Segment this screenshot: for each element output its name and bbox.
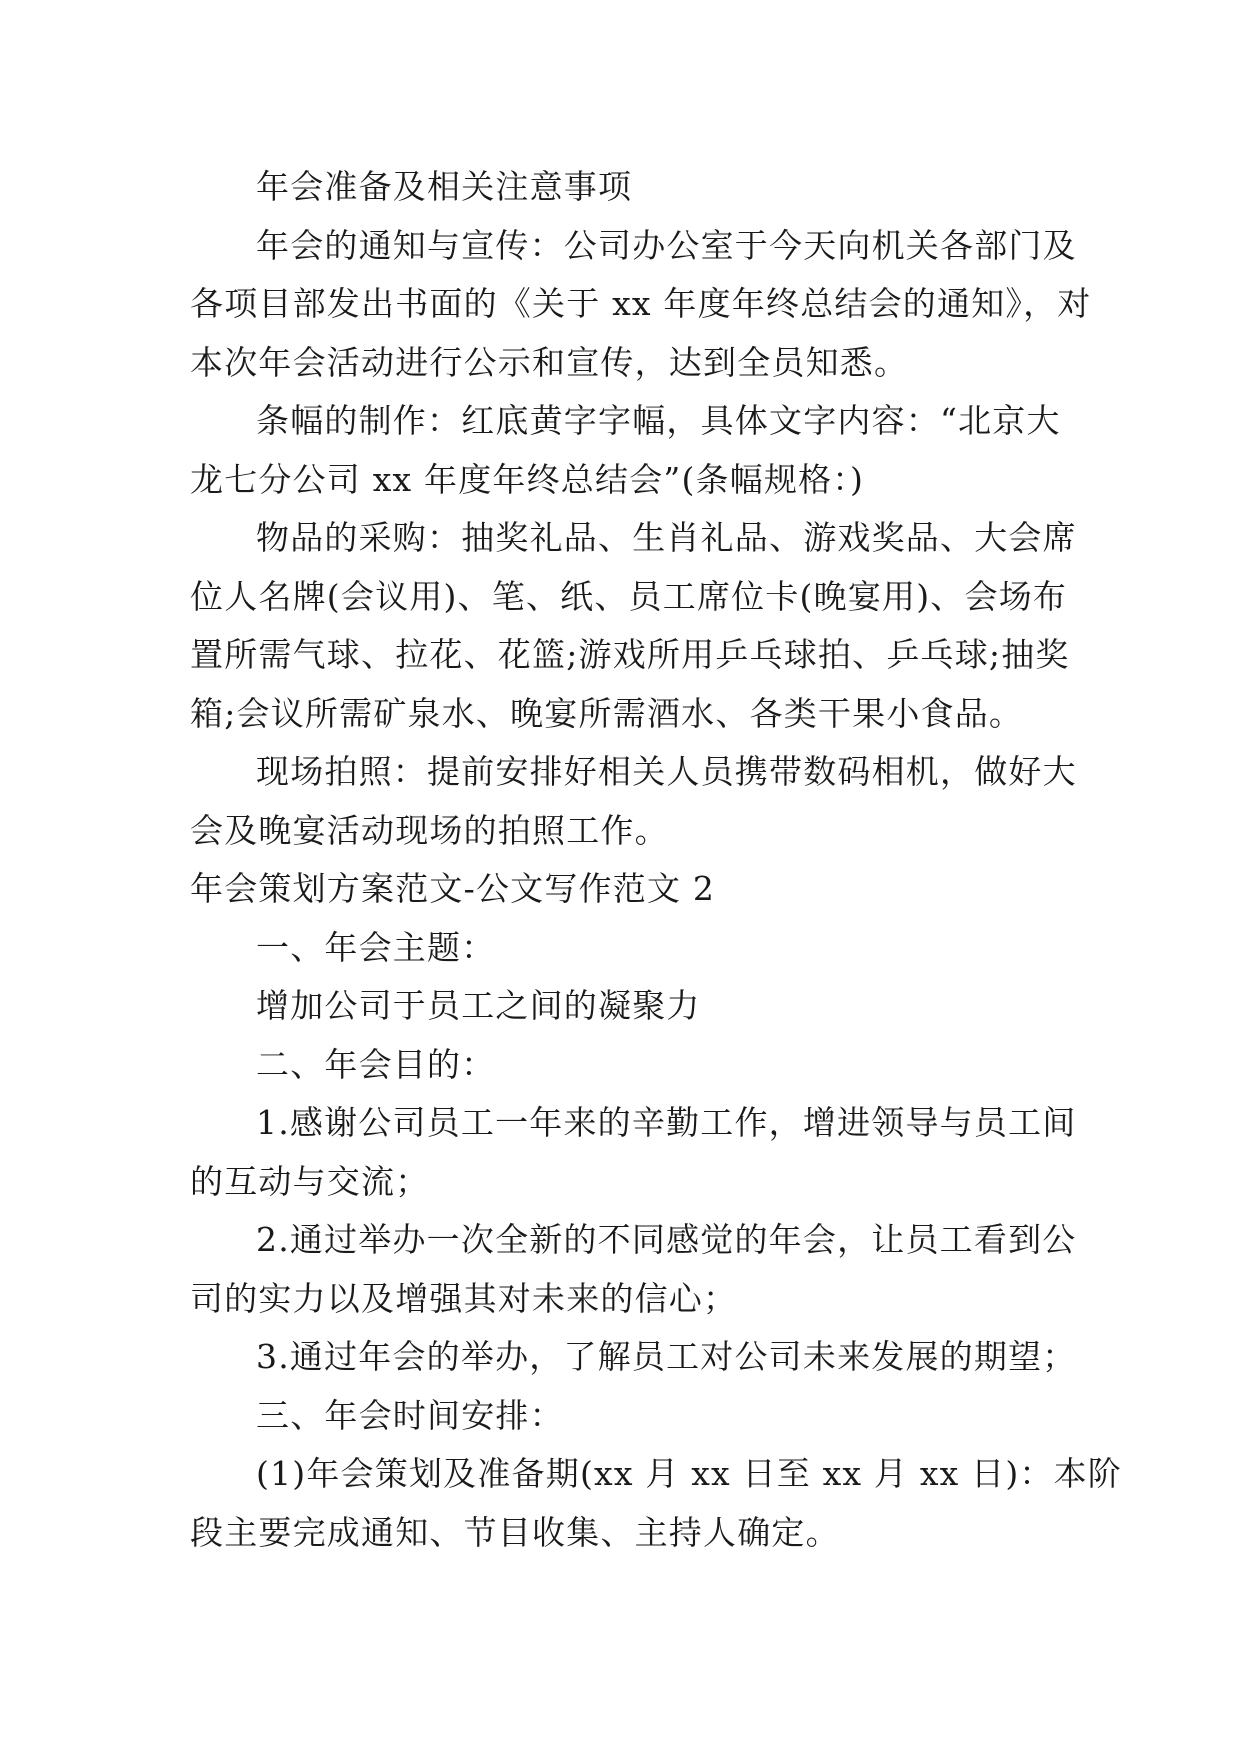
text-line: 三、年会时间安排： bbox=[256, 1395, 564, 1435]
text-line: 本次年会活动进行公示和宣传，达到全员知悉。 bbox=[190, 342, 909, 382]
text-line: 的互动与交流； bbox=[190, 1161, 430, 1201]
text-line: 年会的通知与宣传：公司办公室于今天向机关各部门及 bbox=[256, 225, 1077, 265]
text-line: 年会准备及相关注意事项 bbox=[256, 167, 633, 206]
text-line: 一、年会主题： bbox=[256, 927, 496, 967]
text-line: 二、年会目的： bbox=[256, 1044, 496, 1084]
text-line: 增加公司于员工之间的凝聚力 bbox=[256, 986, 701, 1025]
text-line: 3.通过年会的举办，了解员工对公司未来发展的期望； bbox=[256, 1337, 1077, 1376]
text-line: 龙七分公司 xx 年度年终总结会”(条幅规格：) bbox=[190, 459, 865, 499]
text-line: 位人名牌(会议用)、笔、纸、员工席位卡(晚宴用)、会场布 bbox=[190, 576, 1068, 616]
text-line: 会及晚宴活动现场的拍照工作。 bbox=[190, 810, 669, 850]
text-line: 物品的采购：抽奖礼品、生肖礼品、游戏奖品、大会席 bbox=[256, 518, 1077, 557]
text-line: 各项目部发出书面的《关于 xx 年度年终总结会的通知》，对 bbox=[190, 284, 1092, 323]
text-line: 1.感谢公司员工一年来的辛勤工作，增进领导与员工间 bbox=[256, 1103, 1077, 1142]
text-line: 置所需气球、拉花、花篮;游戏所用乒乓球拍、乒乓球;抽奖 bbox=[190, 635, 1070, 674]
text-line: 段主要完成通知、节目收集、主持人确定。 bbox=[190, 1512, 840, 1552]
text-line: 年会策划方案范文-公文写作范文 2 bbox=[190, 869, 716, 908]
text-line: 2.通过举办一次全新的不同感觉的年会，让员工看到公 bbox=[256, 1220, 1077, 1259]
document-body bbox=[190, 158, 1123, 1562]
text-line: 现场拍照：提前安排好相关人员携带数码相机，做好大 bbox=[256, 752, 1077, 791]
text-line: 条幅的制作：红底黄字字幅，具体文字内容：“北京大 bbox=[256, 401, 1061, 440]
text-line: (1)年会策划及准备期(xx 月 xx 日至 xx 月 xx 日)：本阶 bbox=[256, 1454, 1123, 1493]
text-line: 箱;会议所需矿泉水、晚宴所需酒水、各类干果小食品。 bbox=[190, 693, 1024, 733]
text-line: 司的实力以及增强其对未来的信心； bbox=[190, 1278, 738, 1318]
